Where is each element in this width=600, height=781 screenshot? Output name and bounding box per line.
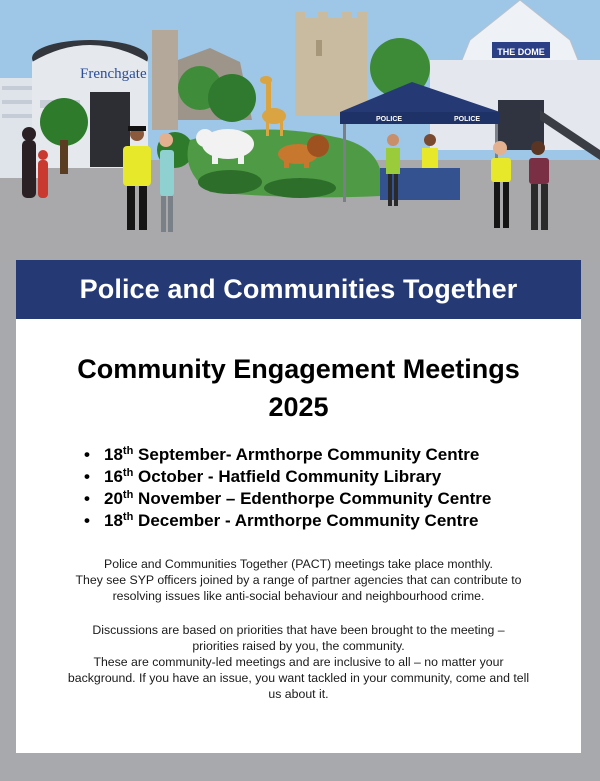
- gazebo-sign-right: POLICE: [454, 116, 481, 123]
- banner-title: Police and Communities Together: [79, 274, 518, 304]
- frenchgate-sign: Frenchgate: [80, 66, 147, 82]
- meeting-day: 18: [104, 511, 123, 530]
- description-line: Police and Communities Together (PACT) meetings take place monthly.: [104, 557, 493, 571]
- meeting-item: [86, 510, 491, 532]
- description-line: They see SYP officers joined by a range of partner agencies that can contribute to: [75, 573, 522, 587]
- heading-line-2: 2025: [268, 392, 329, 422]
- meeting-day: 20: [104, 489, 123, 508]
- meeting-day-suffix: th: [122, 445, 134, 457]
- description-line: us about it.: [268, 687, 329, 701]
- discussion-description: [56, 622, 541, 702]
- page-heading: [16, 350, 581, 426]
- meeting-item: [86, 488, 491, 510]
- meeting-details: September- Armthorpe Community Centre: [133, 445, 480, 464]
- meeting-day-suffix: th: [122, 511, 134, 523]
- heading-line-1: Community Engagement Meetings: [77, 354, 520, 384]
- meeting-day: 16: [104, 467, 123, 486]
- meeting-item: [86, 466, 491, 488]
- description-line: These are community-led meetings and are inclusive to all – no matter your: [93, 655, 504, 669]
- meeting-day: 18: [104, 445, 123, 464]
- meeting-dates-list: [86, 444, 491, 532]
- content-card: [16, 260, 581, 753]
- description-line: priorities raised by you, the community.: [192, 639, 405, 653]
- description-line: Discussions are based on priorities that have been brought to the meeting –: [92, 623, 505, 637]
- meeting-details: October - Hatfield Community Library: [133, 467, 442, 486]
- description-line: resolving issues like anti-social behaviour and neighbourhood crime.: [112, 589, 485, 603]
- pact-description: [56, 556, 541, 604]
- title-banner: [16, 260, 581, 319]
- meeting-details: November – Edenthorpe Community Centre: [133, 489, 492, 508]
- description-line: background. If you have an issue, you want tackled in your community, come and tell: [67, 671, 530, 685]
- meeting-item: [86, 444, 491, 466]
- meeting-day-suffix: th: [122, 467, 134, 479]
- dome-sign: THE DOME: [497, 47, 545, 57]
- meeting-details: December - Armthorpe Community Centre: [133, 511, 479, 530]
- meeting-day-suffix: th: [122, 489, 134, 501]
- gazebo-sign-left: POLICE: [376, 116, 403, 123]
- header-illustration: [0, 0, 600, 262]
